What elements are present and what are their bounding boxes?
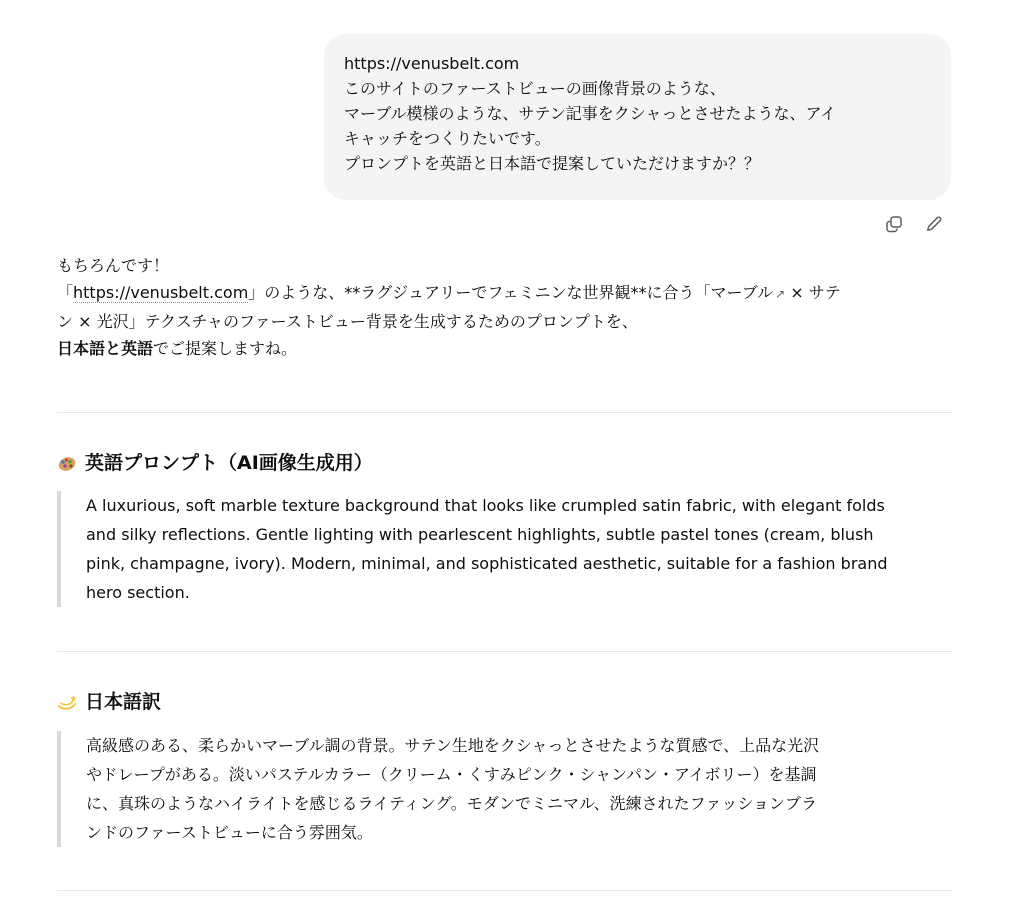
quote-line: やドレープがある。淡いパステルカラー（クリーム・くすみピンク・シャンパン・アイボリー）を基調 <box>86 765 817 784</box>
section-heading-text: 英語プロンプト（AI画像生成用） <box>85 452 373 474</box>
quote-line: ンドのファーストビューに合う雰囲気。 <box>86 823 373 842</box>
copy-icon <box>885 215 903 233</box>
intro-line: ン × 光沢」テクスチャのファーストビュー背景を生成するためのプロンプトを、 <box>57 312 638 331</box>
pencil-icon <box>925 215 943 233</box>
section-heading-japanese-translation <box>57 689 161 715</box>
intro-text: でご提案しますね。 <box>153 339 298 358</box>
user-message-bubble <box>324 34 951 200</box>
intro-text: × サテ <box>785 283 841 302</box>
dizzy-icon <box>57 692 77 712</box>
divider <box>57 412 952 413</box>
user-message-line: キャッチをつくりたいです。 <box>344 129 551 148</box>
assistant-message <box>57 252 952 362</box>
english-prompt-blockquote <box>57 491 952 607</box>
quote-line: A luxurious, soft marble texture background that looks like crumpled satin fabric, with elegant folds <box>86 496 885 515</box>
quote-line: pink, champagne, ivory). Modern, minimal, and sophisticated aesthetic, suitable for a fashion brand <box>86 554 888 573</box>
copy-button[interactable] <box>882 212 906 236</box>
quote-line: hero section. <box>86 583 190 602</box>
intro-bold-text: 日本語と英語 <box>57 339 154 358</box>
assistant-intro <box>57 252 952 362</box>
message-actions <box>880 210 952 238</box>
divider <box>57 890 952 891</box>
user-message-line: https://venusbelt.com <box>344 54 520 73</box>
intro-text: 「 <box>57 283 74 302</box>
user-message-line: このサイトのファーストビューの画像背景のような、 <box>344 79 726 98</box>
section-heading-english-prompt <box>57 450 373 476</box>
intro-line: もちろんです！ <box>57 256 170 275</box>
palette-icon <box>57 453 77 473</box>
user-message-line: プロンプトを英語と日本語で提案していただけますか？？ <box>344 154 761 173</box>
intro-line <box>57 279 952 308</box>
japanese-translation-blockquote <box>57 731 952 847</box>
quote-line: に、真珠のようなハイライトを感じるライティング。モダンでミニマル、洗練されたファッションブラ <box>86 794 818 813</box>
edit-message-button[interactable] <box>922 212 946 236</box>
intro-text: 」のような、**ラグジュアリーでフェミニンな世界観**に合う「マーブル <box>248 283 774 302</box>
intro-line <box>57 335 952 362</box>
quote-line: and silky reflections. Gentle lighting with pearlescent highlights, subtle pastel tones (cream, blush <box>86 525 874 544</box>
section-heading-text: 日本語訳 <box>85 691 162 713</box>
external-link-icon: ↗ <box>775 287 786 301</box>
quote-line: 高級感のある、柔らかいマーブル調の背景。サテン生地をクシャっとさせたような質感で、上品な光沢 <box>86 736 820 755</box>
user-message-line: マーブル模様のような、サテン記事をクシャっとさせたような、アイ <box>344 104 837 123</box>
divider <box>57 651 952 652</box>
venusbelt-link[interactable]: https://venusbelt.com <box>73 283 249 302</box>
